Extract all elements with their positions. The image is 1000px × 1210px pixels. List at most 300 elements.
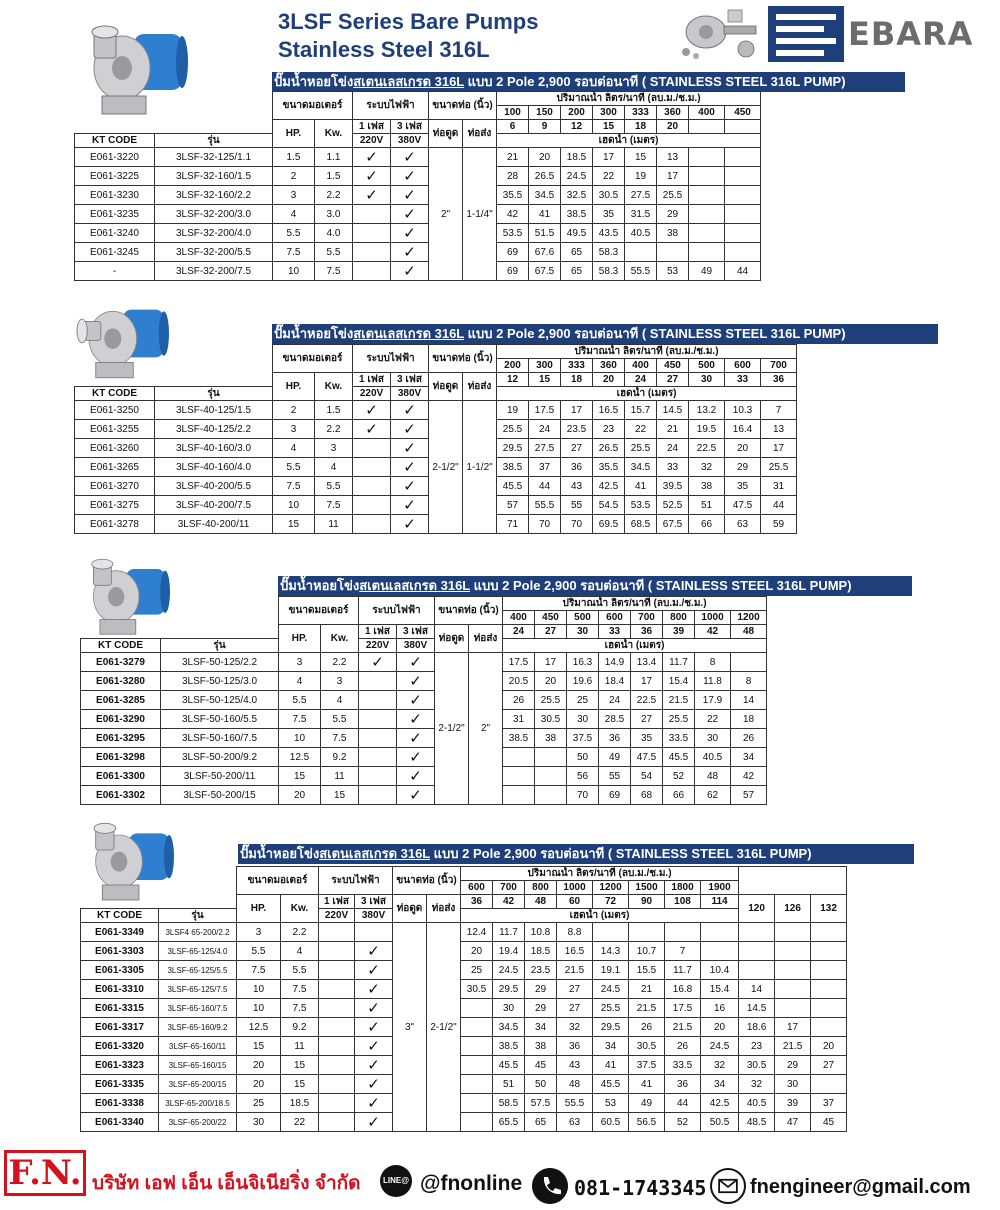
phase1-cell [353,401,391,420]
flow-m3h-cell: 9 [529,120,561,134]
kt-code-cell: E061-3270 [75,477,155,496]
head-value-cell: 13.2 [689,401,725,420]
head-value-cell: 19.6 [567,672,599,691]
head-value-cell: 71 [497,515,529,534]
hp-cell: 4 [273,205,315,224]
hp-cell: 10 [279,729,321,748]
pipe-size-header: ขนาดท่อ (นิ้ว) [435,597,503,625]
head-value-cell: 26 [665,1037,701,1056]
kw-cell: 5.5 [281,961,319,980]
suction-header: ท่อดูด [393,895,427,923]
flow-lpm-cell: 100 [497,106,529,120]
head-value-cell [725,186,761,205]
head-value-cell: 37.5 [629,1056,665,1075]
phase3-cell [391,496,429,515]
phase3-cell [355,980,393,999]
head-value-cell: 57 [731,786,767,805]
model-cell: 3LSF-32-160/1.5 [155,167,273,186]
check-icon: ✓ [403,186,416,204]
check-icon: ✓ [409,691,422,709]
head-value-cell: 50 [525,1075,557,1094]
flow-m3h-cell: 12 [497,373,529,387]
check-icon: ✓ [367,980,380,998]
flow-m3h-cell: 27 [535,625,567,639]
hp-header: HP. [279,625,321,653]
head-value-cell: 67.5 [657,515,689,534]
phase1-cell [359,767,397,786]
phase1-cell [353,262,391,281]
table-cell [81,597,279,639]
head-value-cell: 31 [503,710,535,729]
check-icon: ✓ [409,653,422,671]
flow-lpm-cell: 600 [461,881,493,895]
flow-m3h-cell: 48 [525,895,557,909]
hp-cell: 20 [279,786,321,805]
head-value-cell: 23.5 [525,961,557,980]
head-value-cell [461,1113,493,1132]
hp-cell: 4 [273,439,315,458]
hp-cell: 10 [273,262,315,281]
check-icon: ✓ [365,420,378,438]
head-value-cell [725,205,761,224]
table-row [81,942,847,961]
head-value-cell [665,923,701,942]
flow-lpm-cell: 1900 [701,881,739,895]
ebara-logo [768,6,974,62]
head-value-cell: 21 [629,980,665,999]
check-icon: ✓ [367,1037,380,1055]
hp-cell: 20 [237,1056,281,1075]
power-system-header: ระบบไฟฟ้า [353,92,429,120]
kw-cell: 9.2 [321,748,359,767]
kt-code-header: KT CODE [75,134,155,148]
head-value-cell: 17 [761,439,797,458]
flow-lpm-cell: 1500 [629,881,665,895]
kt-code-cell: E061-3300 [81,767,161,786]
head-value-cell: 18.5 [525,942,557,961]
head-value-cell: 16.4 [725,420,761,439]
head-value-cell [535,748,567,767]
head-value-cell: 35.5 [497,186,529,205]
phase3-cell [391,458,429,477]
phase3-cell [397,672,435,691]
check-icon: ✓ [403,458,416,476]
head-value-cell: 34.5 [493,1018,525,1037]
phase3-cell [391,401,429,420]
flow-m3h-cell: 90 [629,895,665,909]
kw-header: Kw. [321,625,359,653]
hp-cell: 10 [237,999,281,1018]
head-value-cell: 19.1 [593,961,629,980]
kw-cell: 7.5 [315,262,353,281]
head-header: เฮดน้ำ (เมตร) [461,909,739,923]
flow-lpm-cell: 150 [529,106,561,120]
model-cell: 3LSF-65-200/15 [159,1075,237,1094]
hp-cell: 30 [237,1113,281,1132]
head-value-cell [811,1075,847,1094]
discharge-header: ท่อส่ง [469,625,503,653]
kt-code-cell: E061-3280 [81,672,161,691]
flow-m3h-cell: 30 [567,625,599,639]
model-cell: 3LSF-40-160/4.0 [155,458,273,477]
phase3-cell [391,167,429,186]
head-value-cell: 34 [593,1037,629,1056]
table-cell [739,867,847,895]
flow-m3h-cell: 36 [761,373,797,387]
model-header: รุ่น [155,387,273,401]
head-value-cell: 48.5 [739,1113,775,1132]
head-value-cell: 30 [775,1075,811,1094]
table-row [81,1094,847,1113]
check-icon: ✓ [403,439,416,457]
head-value-cell: 22 [695,710,731,729]
head-value-cell: 50 [567,748,599,767]
model-cell: 3LSF-50-200/11 [161,767,279,786]
kt-code-cell: E061-3245 [75,243,155,262]
head-value-cell: 15.4 [701,980,739,999]
head-value-cell: 62 [695,786,731,805]
kw-cell: 7.5 [315,496,353,515]
head-value-cell: 35 [631,729,663,748]
head-value-cell: 24.5 [561,167,593,186]
flow-lpm-cell: 360 [593,359,625,373]
hp-cell: 1.5 [273,148,315,167]
motor-size-header: ขนาดมอเตอร์ [273,345,353,373]
head-value-cell: 29.5 [497,439,529,458]
table-row [75,148,761,167]
model-cell: 3LSF-65-125/5.5 [159,961,237,980]
kw-cell: 7.5 [321,729,359,748]
head-value-cell: 69 [497,243,529,262]
table-row [75,134,761,148]
kw-cell: 1.5 [315,401,353,420]
kw-cell: 4 [315,458,353,477]
kt-code-cell: E061-3235 [75,205,155,224]
flow-header: ปริมาณน้ำ ลิตร/นาที (ลบ.ม./ช.ม.) [461,867,739,881]
head-value-cell [725,243,761,262]
flow-lpm-cell: 400 [503,611,535,625]
phase3-cell [355,1037,393,1056]
pump-parts-image [676,4,764,62]
phase1-cell [319,980,355,999]
head-value-cell: 22 [625,420,657,439]
phase3-cell [391,420,429,439]
table-row [81,1056,847,1075]
kt-code-cell: E061-3298 [81,748,161,767]
hp-cell: 12.5 [237,1018,281,1037]
kt-code-cell: E061-3225 [75,167,155,186]
kt-code-cell: E061-3295 [81,729,161,748]
check-icon: ✓ [367,961,380,979]
kw-cell: 11 [281,1037,319,1056]
head-value-cell: 14.5 [657,401,689,420]
phase3-cell [391,224,429,243]
kw-cell: 22 [281,1113,319,1132]
head-value-cell: 36 [599,729,631,748]
head-value-cell: 42 [497,205,529,224]
flow-m3h-cell: 72 [593,895,629,909]
hp-header: HP. [273,373,315,401]
head-value-cell: 59 [761,515,797,534]
model-cell: 3LSF4 65-200/2.2 [159,923,237,942]
head-value-cell: 55.5 [529,496,561,515]
section-2-table [74,344,797,534]
table-row [81,672,767,691]
head-value-cell: 17.5 [665,999,701,1018]
table-cell [75,92,273,134]
phase3-cell [355,923,393,942]
check-icon: ✓ [403,477,416,495]
flow-m3h-cell: 18 [625,120,657,134]
head-value-cell: 48 [695,767,731,786]
check-icon: ✓ [367,1094,380,1112]
head-value-cell [625,243,657,262]
head-value-cell: 45.5 [593,1075,629,1094]
flow-lpm-cell: 400 [689,106,725,120]
head-value-cell: 19 [497,401,529,420]
head-value-cell: 21.5 [629,999,665,1018]
head-value-cell: 70 [529,515,561,534]
model-cell: 3LSF-32-200/4.0 [155,224,273,243]
head-value-cell [461,1075,493,1094]
kw-cell: 7.5 [281,999,319,1018]
head-value-cell: 50.5 [701,1113,739,1132]
phase1-cell [353,205,391,224]
head-value-cell: 27 [561,439,593,458]
head-value-cell [775,961,811,980]
flow-lpm-cell: 1000 [695,611,731,625]
suction-size-cell: 2" [429,148,463,281]
phase3-header: 3 เฟส [391,373,429,387]
check-icon: ✓ [371,653,384,671]
kw-cell: 1.5 [315,167,353,186]
head-value-cell: 52 [663,767,695,786]
flow-m3h-cell: 60 [557,895,593,909]
phone-icon [532,1168,568,1204]
v220-header: 220V [353,134,391,148]
flow-m3h-cell: 33 [599,625,631,639]
phone-number[interactable]: 081-1743345 [574,1176,707,1200]
head-value-cell: 57 [497,496,529,515]
phase3-cell [397,748,435,767]
section-3-table [80,596,767,805]
flow-m3h-cell: 42 [493,895,525,909]
phase3-cell [391,148,429,167]
head-value-cell: 13 [657,148,689,167]
kw-cell: 3.0 [315,205,353,224]
kw-cell: 15 [321,786,359,805]
hp-cell: 25 [237,1094,281,1113]
head-value-cell: 45 [525,1056,557,1075]
head-value-cell: 55.5 [557,1094,593,1113]
phase3-cell [397,729,435,748]
v220-header: 220V [359,639,397,653]
head-value-cell: 14.5 [739,999,775,1018]
flow-m3h-cell: 20 [657,120,689,134]
head-value-cell: 34 [701,1075,739,1094]
kw-cell: 15 [281,1056,319,1075]
flow-lpm-cell: 300 [529,359,561,373]
head-value-cell: 54.5 [593,496,625,515]
phase3-header: 3 เฟส [397,625,435,639]
head-value-cell: 63 [725,515,761,534]
head-value-cell: 49 [599,748,631,767]
kw-cell: 1.1 [315,148,353,167]
head-value-cell: 66 [689,515,725,534]
kt-code-cell: E061-3302 [81,786,161,805]
model-cell: 3LSF-65-160/9.2 [159,1018,237,1037]
head-value-cell: 17 [657,167,689,186]
flow-m3h-cell: 15 [593,120,625,134]
phase1-cell [359,729,397,748]
phase1-cell [319,1094,355,1113]
head-value-cell: 32 [689,458,725,477]
head-value-cell: 27.5 [625,186,657,205]
head-value-cell: 8 [731,672,767,691]
flow-m3h-cell: 18 [561,373,593,387]
head-value-cell: 25.5 [497,420,529,439]
check-icon: ✓ [367,999,380,1017]
head-value-cell: 41 [529,205,561,224]
section-4-title: ปั๊มน้ำหอยโข่งสเตนเลสเกรด 316L แบบ 2 Pole 2,900 รอบต่อนาที ( STAINLESS STEEL 316L PUMP) [238,844,914,864]
head-value-cell: 21.5 [663,691,695,710]
head-value-cell [739,961,775,980]
head-value-cell: 21.5 [557,961,593,980]
head-value-cell: 41 [625,477,657,496]
head-value-cell: 53 [657,262,689,281]
head-value-cell: 17 [775,1018,811,1037]
suction-size-cell: 3" [393,923,427,1132]
check-icon: ✓ [365,167,378,185]
hp-cell: 3 [273,186,315,205]
kw-cell: 15 [281,1075,319,1094]
flow-lpm-cell: 400 [625,359,657,373]
head-value-cell: 26.5 [593,439,625,458]
table-row [75,401,797,420]
table-row [75,262,761,281]
table-row [81,961,847,980]
model-cell: 3LSF-65-160/11 [159,1037,237,1056]
flow-m3h-cell: 36 [631,625,663,639]
head-value-cell: 27 [557,999,593,1018]
kt-code-cell: E061-3290 [81,710,161,729]
fn-logo: F.N. [4,1150,86,1196]
head-value-cell: 29 [657,205,689,224]
suction-header: ท่อดูด [429,373,463,401]
kt-code-cell: E061-3303 [81,942,159,961]
head-value-cell [503,748,535,767]
flow-extra-cell: 120 [739,895,775,923]
head-value-cell: 69 [497,262,529,281]
head-value-cell: 33.5 [665,1056,701,1075]
head-value-cell: 23 [739,1037,775,1056]
head-value-cell: 37 [529,458,561,477]
flow-lpm-cell: 800 [525,881,557,895]
kw-cell: 5.5 [321,710,359,729]
head-value-cell: 30.5 [593,186,625,205]
kt-code-cell: - [75,262,155,281]
phase1-cell [359,672,397,691]
phase3-cell [391,205,429,224]
head-value-cell [657,243,689,262]
model-cell: 3LSF-50-125/3.0 [161,672,279,691]
head-value-cell: 56.5 [629,1113,665,1132]
head-value-cell [775,980,811,999]
head-value-cell: 47.5 [631,748,663,767]
line-id[interactable]: @fnonline [420,1172,523,1195]
head-value-cell: 55 [599,767,631,786]
table-row [81,909,847,923]
phase1-cell [359,710,397,729]
phase3-cell [397,710,435,729]
head-value-cell: 65 [561,262,593,281]
head-value-cell: 30 [493,999,525,1018]
flow-lpm-cell: 500 [689,359,725,373]
kw-cell: 11 [315,515,353,534]
ebara-logo-mark [768,6,844,62]
phase1-cell [319,1018,355,1037]
table-row [81,1037,847,1056]
check-icon: ✓ [409,672,422,690]
head-value-cell: 43 [561,477,593,496]
discharge-size-cell: 2-1/2" [427,923,461,1132]
table-row [75,205,761,224]
head-value-cell: 11.7 [663,653,695,672]
head-value-cell: 30.5 [739,1056,775,1075]
check-icon: ✓ [367,1018,380,1036]
footer [0,1148,1000,1208]
flow-m3h-cell: 36 [461,895,493,909]
flow-header: ปริมาณน้ำ ลิตร/นาที (ลบ.ม./ช.ม.) [497,345,797,359]
head-value-cell [811,1018,847,1037]
phase1-cell [319,942,355,961]
head-value-cell [775,923,811,942]
check-icon: ✓ [367,1075,380,1093]
mail-icon [710,1168,746,1204]
head-value-cell: 18.5 [561,148,593,167]
head-value-cell: 15.4 [663,672,695,691]
head-value-cell [739,942,775,961]
phase1-cell [353,243,391,262]
kt-code-cell: E061-3320 [81,1037,159,1056]
page-title [278,8,538,64]
model-cell: 3LSF-40-160/3.0 [155,439,273,458]
head-value-cell: 16.8 [665,980,701,999]
hp-cell: 7.5 [273,477,315,496]
phase3-cell [397,691,435,710]
pipe-size-header: ขนาดท่อ (นิ้ว) [393,867,461,895]
kw-cell: 2.2 [315,186,353,205]
flow-lpm-cell: 1200 [593,881,629,895]
table-row [81,710,767,729]
email-address[interactable]: fnengineer@gmail.com [750,1176,971,1198]
head-value-cell: 23.5 [561,420,593,439]
head-value-cell: 36 [665,1075,701,1094]
flow-lpm-cell: 450 [657,359,689,373]
phase1-cell [359,653,397,672]
model-cell: 3LSF-40-200/11 [155,515,273,534]
kt-code-cell: E061-3230 [75,186,155,205]
model-cell: 3LSF-50-160/7.5 [161,729,279,748]
kt-code-cell: E061-3275 [75,496,155,515]
table-row [81,786,767,805]
head-value-cell: 35 [593,205,625,224]
suction-size-cell: 2-1/2" [435,653,469,805]
phase3-cell [355,1094,393,1113]
head-value-cell: 14.9 [599,653,631,672]
line-icon: LINE@ [380,1165,412,1197]
head-value-cell: 34.5 [529,186,561,205]
